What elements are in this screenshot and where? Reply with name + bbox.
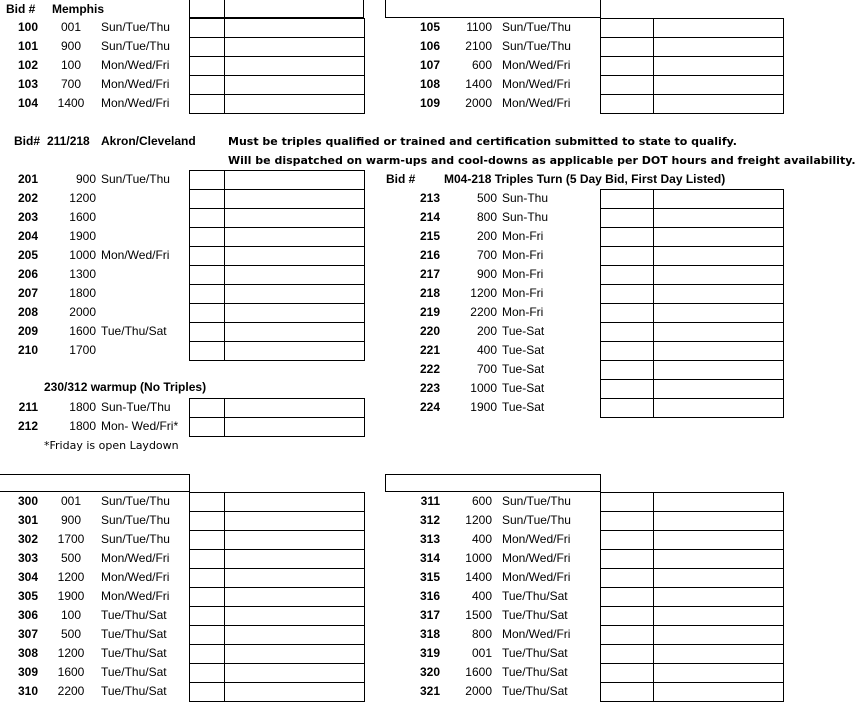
bid-number: 101 — [17, 39, 38, 53]
run-days: Sun/Tue/Thu — [101, 172, 170, 186]
departure-time: 200 — [476, 229, 497, 243]
bid-entry-cell[interactable] — [189, 56, 226, 76]
bid-number: 312 — [419, 513, 440, 527]
name-entry-cell[interactable] — [653, 303, 784, 323]
run-days: Mon/Wed/Fri — [101, 96, 170, 110]
run-days: Mon/Wed/Fri — [502, 77, 571, 91]
bid-number: 306 — [17, 608, 38, 622]
name-entry-cell[interactable] — [653, 568, 784, 588]
departure-time: 400 — [471, 532, 492, 546]
run-days: Tue/Thu/Sat — [502, 646, 568, 660]
bid-number: 207 — [17, 286, 38, 300]
name-entry-cell[interactable] — [224, 75, 365, 95]
memphis-header-box-b[interactable] — [224, 0, 364, 18]
bid-entry-cell[interactable] — [189, 587, 226, 607]
departure-time: 500 — [60, 627, 82, 641]
bid-entry-cell[interactable] — [600, 189, 655, 209]
bid-entry-cell[interactable] — [600, 56, 655, 76]
name-entry-cell[interactable] — [653, 663, 784, 683]
bid-number: 203 — [17, 210, 38, 224]
warmup-title: 230/312 warmup (No Triples) — [44, 380, 207, 394]
bid-number: 212 — [17, 419, 38, 433]
name-entry-cell[interactable] — [653, 606, 784, 626]
name-entry-cell[interactable] — [224, 284, 365, 304]
bid-number: 109 — [419, 96, 440, 110]
run-days: Mon-Fri — [502, 286, 544, 300]
bid-entry-cell[interactable] — [600, 606, 655, 626]
departure-time: 2000 — [465, 96, 492, 110]
run-days: Mon/Wed/Fri — [101, 248, 170, 262]
name-entry-cell[interactable] — [653, 284, 784, 304]
bid-number: 307 — [17, 627, 38, 641]
bid-entry-cell[interactable] — [600, 303, 655, 323]
run-days: Tue/Thu/Sat — [101, 646, 167, 660]
bid-entry-cell[interactable] — [189, 94, 226, 114]
run-days: Sun/Tue/Thu — [101, 20, 170, 34]
departure-time: 2200 — [470, 305, 497, 319]
bid-entry-cell[interactable] — [600, 227, 655, 247]
name-entry-cell[interactable] — [653, 341, 784, 361]
bid-entry-cell[interactable] — [189, 37, 226, 57]
departure-time: 700 — [476, 248, 497, 262]
bid-entry-cell[interactable] — [600, 587, 655, 607]
departure-time: 001 — [471, 646, 492, 660]
bid-entry-cell[interactable] — [189, 322, 226, 342]
departure-time: 1600 — [465, 665, 492, 679]
bid-number: 313 — [419, 532, 440, 546]
bid-number: 318 — [419, 627, 440, 641]
departure-time: 1600 — [69, 324, 96, 338]
bid-entry-cell[interactable] — [600, 568, 655, 588]
departure-time: 500 — [60, 551, 82, 565]
run-days: Tue-Sat — [502, 324, 545, 338]
bid-entry-cell[interactable] — [189, 398, 226, 418]
run-days: Tue/Thu/Sat — [502, 665, 568, 679]
name-entry-cell[interactable] — [224, 511, 365, 531]
name-entry-cell[interactable] — [653, 492, 784, 512]
departure-time: 400 — [476, 343, 497, 357]
run-days: Mon/Wed/Fri — [101, 551, 170, 565]
departure-time: 1200 — [470, 286, 497, 300]
bid-number: 223 — [419, 381, 440, 395]
bid-entry-cell[interactable] — [600, 663, 655, 683]
triples-bid-label: Bid # — [386, 172, 416, 186]
bid-entry-cell[interactable] — [189, 75, 226, 95]
name-entry-cell[interactable] — [224, 682, 365, 702]
bid-entry-cell[interactable] — [600, 379, 655, 399]
run-days: Mon/Wed/Fri — [101, 58, 170, 72]
departure-time: 1900 — [69, 229, 96, 243]
run-days: Tue-Sat — [502, 343, 545, 357]
bid-entry-cell[interactable] — [600, 246, 655, 266]
departure-time: 1900 — [57, 589, 85, 603]
departure-time: 500 — [476, 191, 497, 205]
run-days: Tue/Thu/Sat — [101, 665, 167, 679]
departure-time: 1000 — [465, 551, 492, 565]
name-entry-cell[interactable] — [224, 246, 365, 266]
departure-time: 001 — [60, 494, 82, 508]
bid-number: 309 — [17, 665, 38, 679]
bid-entry-cell[interactable] — [189, 284, 226, 304]
departure-time: 1500 — [465, 608, 492, 622]
bid-number: 217 — [419, 267, 440, 281]
bid-number: 218 — [419, 286, 440, 300]
name-entry-cell[interactable] — [653, 189, 784, 209]
name-entry-cell[interactable] — [653, 18, 784, 38]
bid-number: 102 — [17, 58, 38, 72]
name-entry-cell[interactable] — [653, 360, 784, 380]
bid-number: 303 — [17, 551, 38, 565]
st-paul-header-box — [385, 474, 601, 492]
departure-time: 600 — [471, 494, 492, 508]
name-entry-cell[interactable] — [224, 492, 365, 512]
run-days: Tue-Sat — [502, 400, 545, 414]
run-days: Mon-Fri — [502, 267, 544, 281]
run-days: Sun-Tue/Thu — [101, 400, 171, 414]
name-entry-cell[interactable] — [653, 587, 784, 607]
memphis-header-box-a[interactable] — [189, 0, 225, 18]
name-entry-cell[interactable] — [224, 265, 365, 285]
run-days: Mon/Wed/Fri — [502, 570, 571, 584]
bid-entry-cell[interactable] — [189, 663, 226, 683]
name-entry-cell[interactable] — [653, 265, 784, 285]
name-entry-cell[interactable] — [224, 208, 365, 228]
bid-entry-cell[interactable] — [600, 644, 655, 664]
bid-number: 104 — [17, 96, 38, 110]
name-entry-cell[interactable] — [653, 625, 784, 645]
run-days: Mon/Wed/Fri — [502, 532, 571, 546]
triples-title: M04-218 Triples Turn (5 Day Bid, First Day Listed) — [444, 172, 726, 186]
departure-time: 900 — [75, 172, 96, 186]
name-entry-cell[interactable] — [653, 322, 784, 342]
name-entry-cell[interactable] — [224, 549, 365, 569]
name-entry-cell[interactable] — [653, 398, 784, 418]
akron-note-2: Will be dispatched on warm-ups and cool-downs as applicable per DOT hours and freight availability. — [228, 154, 856, 167]
run-days: Tue/Thu/Sat — [502, 589, 568, 603]
departure-time: 1600 — [57, 665, 85, 679]
departure-time: 1200 — [57, 570, 85, 584]
bid-number: 211 — [18, 400, 38, 414]
bid-entry-cell[interactable] — [189, 303, 226, 323]
bid-entry-cell[interactable] — [600, 18, 655, 38]
bid-entry-cell[interactable] — [600, 75, 655, 95]
bid-number: 209 — [17, 324, 38, 338]
kansas-city-header-box — [385, 0, 601, 18]
run-days: Mon- Wed/Fri* — [101, 419, 179, 433]
akron-bid-label: Bid# — [14, 134, 41, 148]
bid-entry-cell[interactable] — [189, 18, 226, 38]
run-days: Tue-Sat — [502, 381, 545, 395]
run-days: Sun/Tue/Thu — [502, 494, 571, 508]
bid-number: 221 — [419, 343, 440, 357]
departure-time: 1800 — [69, 286, 96, 300]
bid-number: 224 — [419, 400, 440, 414]
name-entry-cell[interactable] — [653, 549, 784, 569]
bid-entry-cell[interactable] — [189, 189, 226, 209]
bid-number: 305 — [17, 589, 38, 603]
bid-entry-cell[interactable] — [600, 94, 655, 114]
departure-time: 700 — [60, 77, 82, 91]
bid-number: 304 — [17, 570, 38, 584]
departure-time: 1700 — [57, 532, 85, 546]
bid-entry-cell[interactable] — [600, 549, 655, 569]
bid-entry-cell[interactable] — [600, 511, 655, 531]
bid-entry-cell[interactable] — [600, 530, 655, 550]
departure-time: 1800 — [69, 419, 96, 433]
run-days: Sun/Tue/Thu — [101, 513, 170, 527]
bid-entry-cell[interactable] — [189, 246, 226, 266]
bid-entry-cell[interactable] — [189, 417, 226, 437]
bid-entry-cell[interactable] — [600, 341, 655, 361]
name-entry-cell[interactable] — [653, 94, 784, 114]
departure-time: 1800 — [69, 400, 96, 414]
name-entry-cell[interactable] — [224, 587, 365, 607]
name-entry-cell[interactable] — [653, 227, 784, 247]
name-entry-cell[interactable] — [224, 94, 365, 114]
bid-number: 206 — [17, 267, 38, 281]
departure-time: 2000 — [465, 684, 492, 698]
name-entry-cell[interactable] — [224, 37, 365, 57]
name-entry-cell[interactable] — [224, 625, 365, 645]
name-entry-cell[interactable] — [224, 398, 365, 418]
bid-entry-cell[interactable] — [189, 208, 226, 228]
bid-number: 216 — [419, 248, 440, 262]
departure-time: 1200 — [57, 646, 85, 660]
departure-time: 2200 — [57, 684, 85, 698]
bid-number: 107 — [419, 58, 440, 72]
bid-number: 108 — [419, 77, 440, 91]
name-entry-cell[interactable] — [224, 322, 365, 342]
name-entry-cell[interactable] — [224, 417, 365, 437]
name-entry-cell[interactable] — [653, 37, 784, 57]
bid-entry-cell[interactable] — [189, 511, 226, 531]
departure-time: 200 — [476, 324, 497, 338]
name-entry-cell[interactable] — [224, 663, 365, 683]
departure-time: 1400 — [465, 570, 492, 584]
departure-time: 900 — [60, 39, 82, 53]
departure-time: 1000 — [470, 381, 497, 395]
bid-number: 100 — [17, 20, 38, 34]
name-entry-cell[interactable] — [224, 606, 365, 626]
bid-number: 202 — [17, 191, 38, 205]
name-entry-cell[interactable] — [224, 644, 365, 664]
bid-entry-cell[interactable] — [189, 682, 226, 702]
bid-entry-cell[interactable] — [189, 530, 226, 550]
departure-time: 100 — [60, 608, 82, 622]
bid-number: 302 — [17, 532, 38, 546]
bid-number: 208 — [17, 305, 38, 319]
bid-entry-cell[interactable] — [600, 360, 655, 380]
run-days: Mon/Wed/Fri — [502, 551, 571, 565]
bid-number: 308 — [17, 646, 38, 660]
bid-number: 103 — [17, 77, 38, 91]
bid-number: 317 — [419, 608, 440, 622]
bid-number: 311 — [420, 494, 440, 508]
bid-number: 214 — [419, 210, 440, 224]
bid-number: 215 — [419, 229, 440, 243]
departure-time: 1400 — [57, 96, 85, 110]
departure-time: 2100 — [465, 39, 492, 53]
name-entry-cell[interactable] — [653, 208, 784, 228]
departure-time: 100 — [60, 58, 82, 72]
bid-entry-cell[interactable] — [600, 265, 655, 285]
departure-time: 800 — [476, 210, 497, 224]
run-days: Tue/Thu/Sat — [101, 627, 167, 641]
bid-entry-cell[interactable] — [189, 644, 226, 664]
run-days: Mon/Wed/Fri — [502, 96, 571, 110]
run-days: Sun/Tue/Thu — [101, 494, 170, 508]
bid-number: 300 — [17, 494, 38, 508]
departure-time: 1900 — [470, 400, 497, 414]
name-entry-cell[interactable] — [224, 341, 365, 361]
departure-time: 1300 — [69, 267, 96, 281]
name-entry-cell[interactable] — [653, 379, 784, 399]
name-entry-cell[interactable] — [653, 75, 784, 95]
memphis-bid-label: Bid # — [6, 2, 36, 16]
bid-number: 314 — [419, 551, 440, 565]
name-entry-cell[interactable] — [653, 511, 784, 531]
bid-entry-cell[interactable] — [189, 265, 226, 285]
run-days: Sun/Tue/Thu — [101, 532, 170, 546]
name-entry-cell[interactable] — [224, 56, 365, 76]
bid-entry-cell[interactable] — [189, 170, 226, 190]
run-days: Sun/Tue/Thu — [101, 39, 170, 53]
run-days: Mon/Wed/Fri — [101, 77, 170, 91]
name-entry-cell[interactable] — [653, 246, 784, 266]
name-entry-cell[interactable] — [224, 303, 365, 323]
bid-entry-cell[interactable] — [189, 549, 226, 569]
bid-entry-cell[interactable] — [600, 284, 655, 304]
run-days: Sun/Tue/Thu — [502, 20, 571, 34]
run-days: Tue/Thu/Sat — [502, 608, 568, 622]
run-days: Sun-Thu — [502, 210, 549, 224]
run-days: Mon/Wed/Fri — [502, 58, 571, 72]
departure-time: 400 — [471, 589, 492, 603]
run-days: Mon-Fri — [502, 248, 544, 262]
bid-number: 320 — [419, 665, 440, 679]
bid-number: 220 — [419, 324, 440, 338]
name-entry-cell[interactable] — [224, 227, 365, 247]
run-days: Mon-Fri — [502, 229, 544, 243]
departure-time: 1700 — [69, 343, 96, 357]
departure-time: 900 — [476, 267, 497, 281]
run-days: Tue/Thu/Sat — [101, 324, 167, 338]
akron-note-1: Must be triples qualified or trained and certification submitted to state to qualify. — [228, 135, 737, 148]
departure-time: 2000 — [69, 305, 96, 319]
bid-number: 310 — [17, 684, 38, 698]
bid-number: 222 — [419, 362, 440, 376]
bid-number: 321 — [419, 684, 440, 698]
run-days: Tue/Thu/Sat — [502, 684, 568, 698]
run-days: Mon-Fri — [502, 305, 544, 319]
bid-number: 316 — [419, 589, 440, 603]
bid-entry-cell[interactable] — [189, 227, 226, 247]
departure-time: 1200 — [465, 513, 492, 527]
bid-entry-cell[interactable] — [600, 398, 655, 418]
run-days: Sun-Thu — [502, 191, 549, 205]
bid-number: 204 — [17, 229, 38, 243]
bid-number: 315 — [419, 570, 440, 584]
departure-time: 700 — [476, 362, 497, 376]
departure-time: 1100 — [466, 20, 492, 34]
bid-number: 213 — [419, 191, 440, 205]
bid-number: 219 — [419, 305, 440, 319]
run-days: Mon/Wed/Fri — [101, 570, 170, 584]
name-entry-cell[interactable] — [224, 18, 365, 38]
bid-number: 105 — [419, 20, 440, 34]
bid-entry-cell[interactable] — [600, 37, 655, 57]
departure-time: 1600 — [69, 210, 96, 224]
bid-entry-cell[interactable] — [600, 625, 655, 645]
departure-time: 001 — [60, 20, 82, 34]
name-entry-cell[interactable] — [224, 170, 365, 190]
bid-number: 201 — [17, 172, 38, 186]
bid-entry-cell[interactable] — [189, 625, 226, 645]
nashville-header-box — [0, 474, 190, 492]
bid-number: 210 — [17, 343, 38, 357]
run-days: Mon/Wed/Fri — [502, 627, 571, 641]
run-days: Tue-Sat — [502, 362, 545, 376]
bid-number: 205 — [17, 248, 38, 262]
akron-route: 211/218 — [47, 134, 90, 148]
run-days: Sun/Tue/Thu — [502, 39, 571, 53]
name-entry-cell[interactable] — [224, 530, 365, 550]
name-entry-cell[interactable] — [653, 644, 784, 664]
bid-entry-cell[interactable] — [189, 341, 226, 361]
bid-entry-cell[interactable] — [189, 568, 226, 588]
departure-time: 800 — [471, 627, 492, 641]
bid-entry-cell[interactable] — [600, 208, 655, 228]
bid-number: 106 — [419, 39, 440, 53]
akron-title: Akron/Cleveland — [101, 134, 196, 148]
departure-time: 600 — [471, 58, 492, 72]
name-entry-cell[interactable] — [224, 189, 365, 209]
bid-entry-cell[interactable] — [600, 322, 655, 342]
bid-number: 301 — [17, 513, 38, 527]
bid-entry-cell[interactable] — [189, 606, 226, 626]
name-entry-cell[interactable] — [653, 682, 784, 702]
bid-entry-cell[interactable] — [189, 492, 226, 512]
departure-time: 900 — [60, 513, 82, 527]
name-entry-cell[interactable] — [224, 568, 365, 588]
warmup-footnote: *Friday is open Laydown — [44, 439, 179, 452]
run-days: Tue/Thu/Sat — [101, 608, 167, 622]
run-days: Mon/Wed/Fri — [101, 589, 170, 603]
name-entry-cell[interactable] — [653, 530, 784, 550]
bid-entry-cell[interactable] — [600, 492, 655, 512]
bid-entry-cell[interactable] — [600, 682, 655, 702]
bid-number: 319 — [419, 646, 440, 660]
departure-time: 1400 — [465, 77, 492, 91]
name-entry-cell[interactable] — [653, 56, 784, 76]
run-days: Tue/Thu/Sat — [101, 684, 167, 698]
memphis-title: Memphis — [52, 2, 105, 16]
departure-time: 1200 — [69, 191, 96, 205]
departure-time: 1000 — [69, 248, 96, 262]
run-days: Sun/Tue/Thu — [502, 513, 571, 527]
